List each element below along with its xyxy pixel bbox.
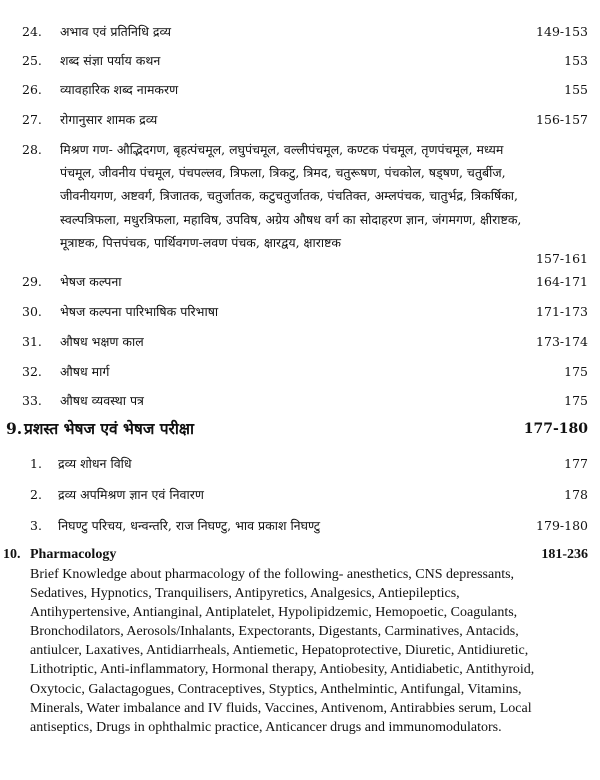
entry-title: औषध मार्ग — [60, 364, 110, 379]
entry-pages: 177 — [564, 456, 588, 471]
entry-pages: 178 — [564, 487, 588, 502]
section-10-heading — [0, 545, 600, 564]
entry-pages: 171-173 — [536, 304, 588, 319]
section-title: प्रशस्त भेषज एवं भेषज परीक्षा — [24, 419, 194, 438]
entry-title: निघण्टु परिचय, धन्वन्तरि, राज निघण्टु, भाव प्रकाश निघण्टु — [58, 518, 321, 533]
entry-title: व्यावहारिक शब्द नामकरण — [60, 82, 179, 97]
entry-number: 2. — [30, 487, 42, 502]
entry-number: 29. — [22, 274, 42, 289]
section-number: 10. — [3, 547, 21, 562]
section-title: Pharmacology — [30, 547, 117, 562]
entry-title: द्रव्य शोधन विधि — [58, 456, 132, 471]
entry-pages: 149-153 — [536, 24, 588, 39]
entry-number: 1. — [30, 456, 42, 471]
entry-pages: 173-174 — [536, 334, 588, 349]
entry-title: रोगानुसार शामक द्रव्य — [60, 112, 158, 127]
entry-title: शब्द संज्ञा पर्याय कथन — [60, 53, 161, 68]
entry-pages: 153 — [564, 53, 588, 68]
entry-pages: 156-157 — [536, 112, 588, 127]
entry-number: 31. — [22, 334, 42, 349]
entry-number: 30. — [22, 304, 42, 319]
entry-number: 25. — [22, 53, 42, 68]
section-pages: 181-236 — [541, 547, 588, 562]
entry-pages: 179-180 — [536, 518, 588, 533]
entry-number: 28. — [22, 142, 42, 157]
entry-pages: 175 — [564, 393, 588, 408]
entry-number: 24. — [22, 24, 42, 39]
entry-title: औषध भक्षण काल — [60, 334, 144, 349]
entry-title: औषध व्यवस्था पत्र — [60, 393, 144, 408]
entry-number: 27. — [22, 112, 42, 127]
entry-pages: 157-161 — [536, 251, 588, 266]
section-pages: 177-180 — [523, 421, 588, 437]
entry-title: मिश्रण गण- औद्भिदगण, बृहत्पंचमूल, लघुपंचमूल, वल्लीपंचमूल, कण्टक पंचमूल, तृणपंचमूल, मध्यम पंचमूल, जीवनीय पंचमूल, पंचपल्लव, त्रिफला, त्रिकटु, त्रिमद, चतुरूषण, पंचकोल, षड्षण, चतुर्बीज, जीवनीयगण, अष्टवर्ग, त्रिजातक, चतुर्जातक, कटुचतुर्जातक, पंचतिक्त, अम्लपंचक, चातुर्भद्र, त्रिकर्षिका, स्वल्पत्रिफला, मधुरत्रिफला, महाविष, उपविष, अग्रेय औषध वर्ग का सोदाहरण ज्ञान, जंगमगण, क्षीराष्टक, मूत्राष्टक, पित्तपंचक, पार्थिवगण-लवण पंचक, क्षारद्वय, क्षाराष्टक — [60, 142, 522, 250]
entry-number: 33. — [22, 393, 42, 408]
entry-title: भेषज कल्पना पारिभाषिक परिभाषा — [60, 304, 219, 319]
entry-title: द्रव्य अपमिश्रण ज्ञान एवं निवारण — [58, 487, 204, 502]
entry-number: 26. — [22, 82, 42, 97]
entry-pages: 175 — [564, 364, 588, 379]
toc-entry-28 — [0, 138, 600, 268]
entry-title: भेषज कल्पना — [60, 274, 122, 289]
section-number: 9. — [6, 419, 23, 438]
entry-title: अभाव एवं प्रतिनिधि द्रव्य — [60, 24, 172, 39]
entry-number: 32. — [22, 364, 42, 379]
entry-pages: 164-171 — [536, 274, 588, 289]
entry-pages: 155 — [564, 82, 588, 97]
section-10 — [0, 545, 600, 735]
section-10-description: Brief Knowledge about pharmacology of the following- anesthetics, CNS depressants, Sedatives, Hypnotics, Tranquilisers, Antipyretics, Analgesics, Antiepileptics, Antihypertensive, Antianginal, Antiplatelet, Hypolipidzemic, Hemopoetic, Coagulants, Bronchodilators, Aerosols/Inhalants, Expectorants, Digestants, Carminatives, Antacids, antiulcer, Laxatives, Antidiarrheals, Antiemetic, Hepatoprotective, Diuretic, Antidiuretic, Lithotriptic, Anti-inflammatory, Hormonal therapy, Antiobesity, Antidiabetic, Antithyroid, Oxytocic, Galactagogues, Contraceptives, Styptics, Anthelmintic, Antifungal, Vitamins, Minerals, Water imbalance and IV fluids, Vaccines, Antivenom, Antirabbies serum, Local antiseptics, Drugs in ophthalmic practice, Anticancer drugs and immunomodulators. — [30, 567, 535, 735]
entry-number: 3. — [30, 518, 42, 533]
